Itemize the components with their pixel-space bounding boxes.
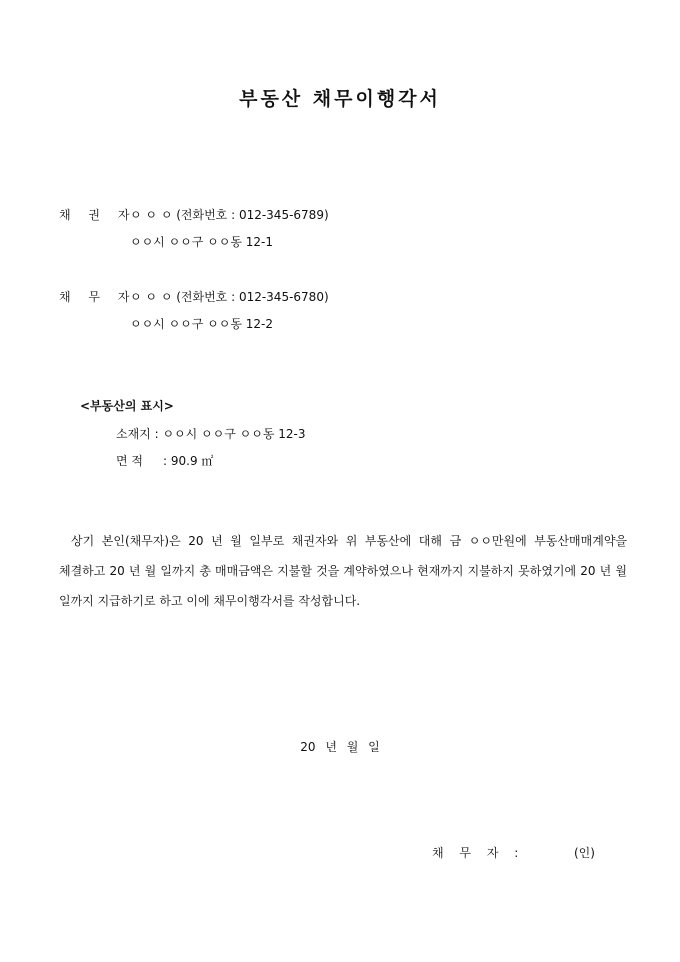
document-title: 부동산 채무이행각서 <box>239 88 441 110</box>
debtor-label: 채 무 자 <box>59 290 137 304</box>
property-heading: <부동산의 표시> <box>80 399 174 413</box>
creditor-name-phone: ㅇ ㅇ ㅇ (전화번호 : 012-345-6789) <box>130 208 329 222</box>
property-area-label: 면 적 <box>116 454 143 468</box>
property-location: 소재지 : ㅇㅇ시 ㅇㅇ구 ㅇㅇ동 12-3 <box>116 427 306 441</box>
debtor-address: ㅇㅇ시 ㅇㅇ구 ㅇㅇ동 12-2 <box>130 317 274 331</box>
body-paragraph: 상기 본인(채무자)은 20 년 월 일부로 채권자와 위 부동산에 대해 금 ㅇㅇ만원에 부동산매매계약을 체결하고 20 년 월 일까지 총 매매금액은 지불할 것을 계약하였으나 현재까지 지불하지 못하였기에 20 년 월 일까지 지급하기로 하고 이에 채무이행각서를 작성합니다. <box>59 534 627 608</box>
seal-mark: (인) <box>574 846 595 860</box>
property-area-value: : 90.9 ㎡ <box>163 454 214 468</box>
creditor-address: ㅇㅇ시 ㅇㅇ구 ㅇㅇ동 12-1 <box>130 235 274 249</box>
date-line: 20 년 월 일 <box>300 740 380 754</box>
signature-label: 채 무 자 : <box>432 846 525 860</box>
debtor-name-phone: ㅇ ㅇ ㅇ (전화번호 : 012-345-6780) <box>130 290 329 304</box>
creditor-label: 채 권 자 <box>59 208 137 222</box>
